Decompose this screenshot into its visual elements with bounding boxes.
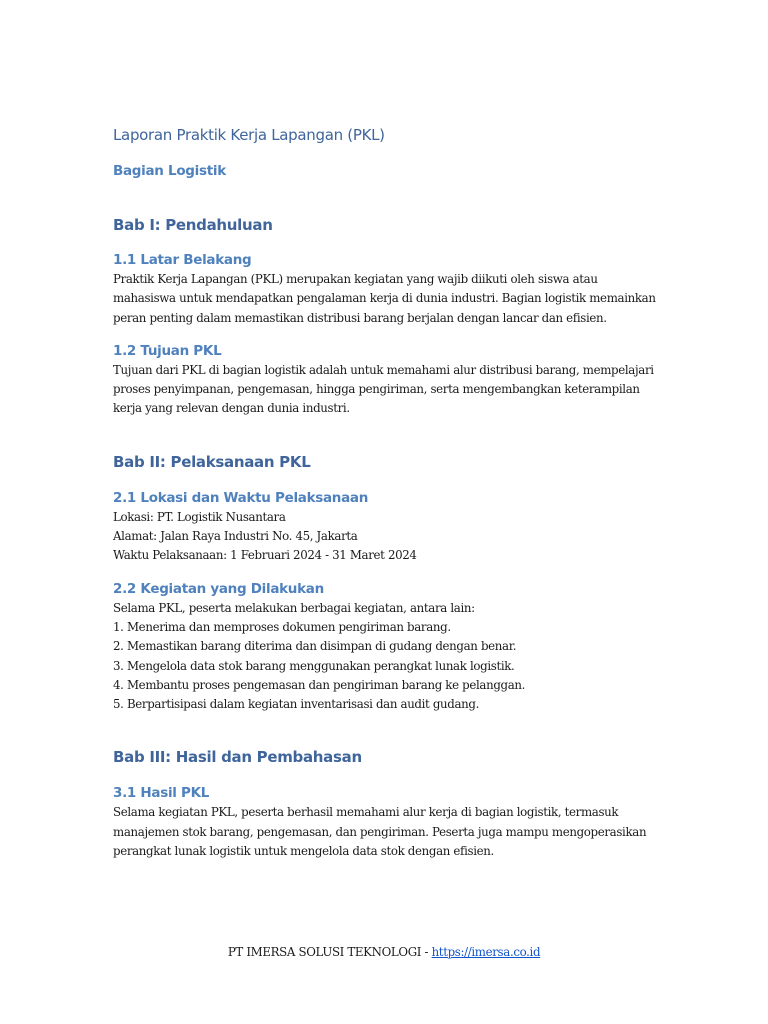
page-footer <box>0 945 768 959</box>
section-1-1-text: Praktik Kerja Lapangan (PKL) merupakan kegiatan yang wajib diikuti oleh siswa atau mahasiswa untuk mendapatkan pengalaman kerja di dunia industri. Bagian logistik memainkan peran penting dalam memastikan distribusi barang berjalan dengan lancar dan efisien. <box>113 272 656 325</box>
bab1-heading: Bab I: Pendahuluan <box>113 216 273 234</box>
document-subtitle: Bagian Logistik <box>113 163 226 179</box>
document-title: Laporan Praktik Kerja Lapangan (PKL) <box>113 126 385 144</box>
list-item: 5. Berpartisipasi dalam kegiatan inventarisasi dan audit gudang. <box>113 697 480 712</box>
section-3-1-heading: 3.1 Hasil PKL <box>113 785 210 802</box>
section-2-1-heading: 2.1 Lokasi dan Waktu Pelaksanaan <box>113 489 369 506</box>
alamat-line: Alamat: Jalan Raya Industri No. 45, Jakarta <box>113 529 358 544</box>
list-item: 1. Menerima dan memproses dokumen pengiriman barang. <box>113 619 451 634</box>
bab2-heading: Bab II: Pelaksanaan PKL <box>113 452 311 471</box>
kegiatan-intro: Selama PKL, peserta melakukan berbagai kegiatan, antara lain: <box>113 600 475 615</box>
section-3-1-text: Selama kegiatan PKL, peserta berhasil memahami alur kerja di bagian logistik, termasuk manajemen stok barang, pengemasan, dan pengiriman. Peserta juga mampu mengoperasikan perangkat lunak logistik untuk mengelola data stok dengan efisien. <box>113 805 647 859</box>
lokasi-line: Lokasi: PT. Logistik Nusantara <box>113 509 286 524</box>
list-item: 4. Membantu proses pengemasan dan pengiriman barang ke pelanggan. <box>113 677 526 692</box>
waktu-line: Waktu Pelaksanaan: 1 Februari 2024 - 31 Maret 2024 <box>113 548 417 563</box>
bab3-heading: Bab III: Hasil dan Pembahasan <box>113 748 362 767</box>
section-2-2-heading: 2.2 Kegiatan yang Dilakukan <box>113 580 324 597</box>
list-item: 2. Memastikan barang diterima dan disimpan di gudang dengan benar. <box>113 639 517 654</box>
footer-company: PT IMERSA SOLUSI TEKNOLOGI - <box>227 945 432 959</box>
section-1-1-heading: 1.1 Latar Belakang <box>113 252 252 268</box>
document-page <box>113 124 658 861</box>
footer-link[interactable]: https://imersa.co.id <box>431 945 541 959</box>
section-1-2-heading: 1.2 Tujuan PKL <box>113 342 222 359</box>
list-item: 3. Mengelola data stok barang menggunakan perangkat lunak logistik. <box>113 658 515 673</box>
section-1-2-text: Tujuan dari PKL di bagian logistik adalah untuk memahami alur distribusi barang, mempelajari proses penyimpanan, pengemasan, hingga pengiriman, serta mengembangkan keterampilan kerja yang relevan dengan dunia industri. <box>113 362 654 416</box>
